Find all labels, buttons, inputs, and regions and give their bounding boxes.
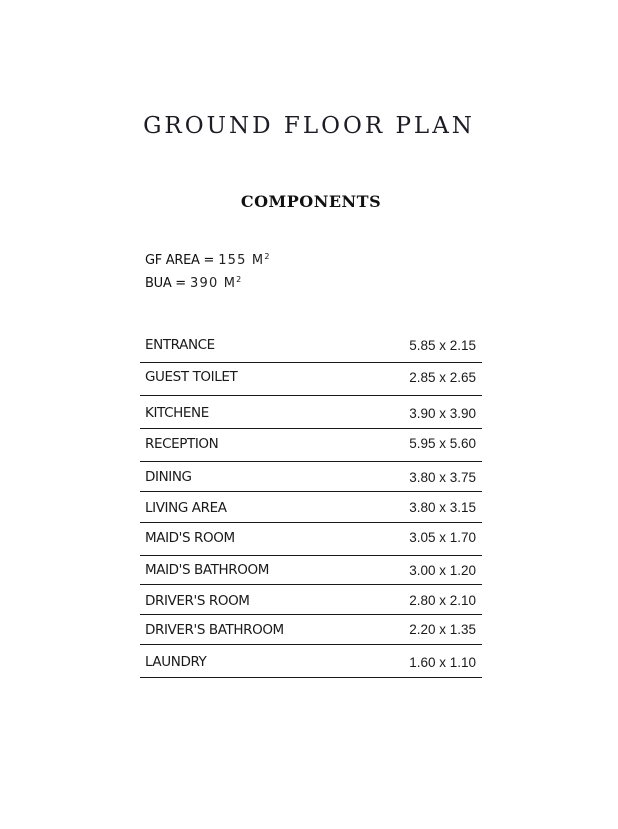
table-row bbox=[140, 396, 482, 429]
room-name: DINING bbox=[145, 469, 192, 485]
room-dimensions: 3.90 x 3.90 bbox=[409, 406, 476, 421]
room-name: DRIVER'S ROOM bbox=[145, 593, 250, 609]
room-dimensions: 3.80 x 3.75 bbox=[409, 470, 476, 485]
room-name: MAID'S ROOM bbox=[145, 530, 235, 546]
table-row bbox=[140, 645, 482, 678]
gf-area-value: 155 M bbox=[218, 253, 265, 268]
gf-area-line bbox=[145, 252, 269, 268]
room-dimensions: 2.20 x 1.35 bbox=[409, 622, 476, 637]
room-dimensions: 5.95 x 5.60 bbox=[409, 436, 476, 451]
gf-area-unit-sup: 2 bbox=[264, 252, 270, 261]
section-heading: COMPONENTS bbox=[240, 192, 382, 211]
room-dimensions-table bbox=[140, 331, 482, 678]
table-row bbox=[140, 429, 482, 462]
room-name: LIVING AREA bbox=[145, 500, 227, 516]
bua-unit-sup: 2 bbox=[236, 275, 242, 284]
table-row bbox=[140, 615, 482, 645]
room-name: MAID'S BATHROOM bbox=[145, 562, 269, 578]
gf-area-label: GF AREA = bbox=[145, 253, 215, 268]
bua-line bbox=[145, 275, 241, 291]
room-name: DRIVER'S BATHROOM bbox=[145, 622, 284, 638]
room-name: ENTRANCE bbox=[145, 337, 215, 353]
room-dimensions: 2.85 x 2.65 bbox=[409, 370, 476, 385]
table-row bbox=[140, 331, 482, 363]
room-dimensions: 3.00 x 1.20 bbox=[409, 563, 476, 578]
table-row bbox=[140, 585, 482, 615]
table-row bbox=[140, 556, 482, 585]
room-name: KITCHENE bbox=[145, 405, 209, 421]
bua-value: 390 M bbox=[190, 276, 237, 291]
room-name: GUEST TOILET bbox=[145, 369, 238, 385]
table-row bbox=[140, 492, 482, 523]
room-dimensions: 2.80 x 2.10 bbox=[409, 593, 476, 608]
table-row bbox=[140, 363, 482, 396]
room-name: RECEPTION bbox=[145, 436, 219, 452]
room-dimensions: 3.05 x 1.70 bbox=[409, 530, 476, 545]
page-title: GROUND FLOOR PLAN bbox=[143, 113, 475, 139]
table-row bbox=[140, 523, 482, 556]
room-dimensions: 3.80 x 3.15 bbox=[409, 500, 476, 515]
room-dimensions: 1.60 x 1.10 bbox=[409, 655, 476, 670]
table-row bbox=[140, 462, 482, 492]
bua-label: BUA = bbox=[145, 276, 186, 291]
room-name: LAUNDRY bbox=[145, 654, 207, 670]
room-dimensions: 5.85 x 2.15 bbox=[409, 338, 476, 353]
